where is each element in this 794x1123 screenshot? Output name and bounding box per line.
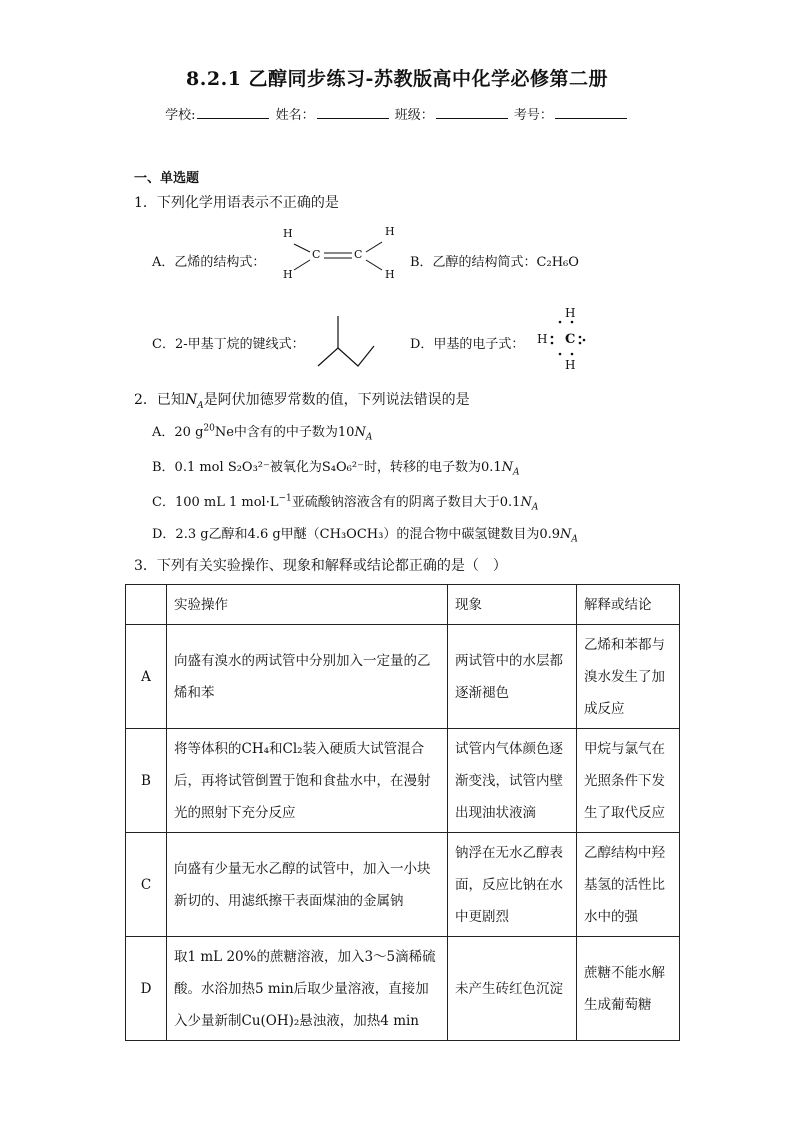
q2-b-pre: B．0.1 mol	[152, 460, 228, 475]
atom-c: C	[565, 332, 576, 347]
q2-stem	[134, 389, 470, 411]
table-header-phenomenon: 现象	[448, 585, 577, 625]
atom-h: H	[283, 227, 293, 240]
section-heading: 一、单选题	[134, 171, 200, 186]
q2-c-post: 亚硫酸钠溶液含有的阴离子数目大于0.1	[291, 495, 521, 510]
q2-b-post: 时，转移的电子数为0.1	[363, 460, 502, 475]
table-header-row	[126, 585, 680, 625]
q2-a-sup: 20	[203, 423, 215, 434]
atom-h: H	[385, 268, 395, 281]
q2-a-pre: A．20 g	[152, 425, 204, 440]
atom-c: C	[354, 248, 363, 261]
phenomenon-cell: 两试管中的水层都逐渐褪色	[448, 625, 577, 729]
tetrathionate-ion: S₄O₆²⁻	[321, 460, 364, 475]
class-label: 班级：	[394, 108, 434, 123]
q1-option-d: D．甲基的电子式：	[410, 337, 525, 352]
avogadro-sub: A	[197, 400, 204, 411]
row-label: C	[126, 833, 167, 937]
table-header-operation: 实验操作	[167, 585, 448, 625]
avogadro-symbol: N	[520, 495, 532, 510]
row-label: A	[126, 625, 167, 729]
table-row	[126, 937, 680, 1041]
row-label: D	[126, 937, 167, 1041]
q2-option-c	[152, 491, 538, 513]
conclusion-cell: 乙醇结构中羟基氢的活性比水中的强	[577, 833, 680, 937]
avogadro-sub: A	[365, 432, 373, 443]
atom-h: H	[283, 268, 293, 281]
avogadro-sub: A	[531, 502, 539, 513]
avogadro-sub: A	[571, 534, 578, 545]
phenomenon-cell: 试管内气体颜色逐渐变浅，试管内壁出现油状液滴	[448, 729, 577, 833]
atom-h: H	[537, 332, 548, 346]
q2-option-a	[152, 421, 372, 443]
experiment-table	[125, 584, 680, 1041]
operation-cell: 取1 mL 20%的蔗糖溶液，加入3～5滴稀硫酸。水浴加热5 min后取少量溶液，直接加入少量新制Cu(OH)₂悬浊液，加热4 min	[167, 937, 448, 1041]
avogadro-symbol: N	[184, 392, 198, 408]
q3-stem: 3．下列有关实验操作、现象和解释或结论都正确的是（ ）	[134, 558, 507, 574]
operation-cell: 向盛有少量无水乙醇的试管中，加入一小块新切的、用滤纸擦干表面煤油的金属钠	[167, 833, 448, 937]
q2-c-pre: C．100 mL 1 mol·L	[152, 495, 279, 510]
school-label: 学校:	[165, 108, 196, 123]
q1-option-c: C．2-甲基丁烷的键线式：	[152, 337, 305, 352]
avogadro-symbol: N	[354, 425, 366, 440]
q2-a-post: Ne中含有的中子数为10	[214, 425, 355, 440]
table-row	[126, 625, 680, 729]
electron-dots	[548, 318, 588, 362]
student-info-line	[0, 104, 794, 123]
name-label: 姓名：	[275, 108, 315, 123]
phenomenon-cell: 未产生砖红色沉淀	[448, 937, 577, 1041]
avogadro-symbol: N	[560, 527, 572, 542]
conclusion-cell: 乙烯和苯都与溴水发生了加成反应	[577, 625, 680, 729]
thiosulfate-ion: S₂O₃²⁻	[227, 460, 270, 475]
q1-stem: 1．下列化学用语表示不正确的是	[134, 195, 339, 211]
operation-cell: 将等体积的CH₄和Cl₂装入硬质大试管混合后，再将试管倒置于饱和食盐水中，在漫射光的照射下充分反应	[167, 729, 448, 833]
q2-c-sup: −1	[278, 493, 292, 504]
operation-cell: 向盛有溴水的两试管中分别加入一定量的乙烯和苯	[167, 625, 448, 729]
atom-c: C	[312, 248, 321, 261]
avogadro-sub: A	[513, 467, 520, 478]
atom-h: H	[565, 358, 576, 372]
conclusion-cell: 甲烷与氯气在光照条件下发生了取代反应	[577, 729, 680, 833]
name-blank[interactable]	[317, 107, 389, 119]
q2-stem-pre: 2．已知	[134, 392, 185, 408]
atom-h: H	[385, 225, 395, 238]
q1-option-b: B．乙醇的结构简式：C₂H₆O	[410, 255, 579, 270]
q2-d-pre: D．2.3 g乙醇和4.6 g甲醚（CH₃OCH₃）的混合物中碳氢键数目为0.9	[152, 527, 561, 542]
table-row	[126, 729, 680, 833]
q2-option-d	[152, 523, 578, 545]
q1-option-a: A．乙烯的结构式：	[152, 255, 266, 270]
ethylene-bonds	[280, 228, 400, 286]
table-corner-cell	[126, 585, 167, 625]
methylbutane-skeletal	[312, 312, 378, 370]
class-blank[interactable]	[436, 107, 508, 119]
exam-no-blank[interactable]	[555, 107, 627, 119]
table-header-conclusion: 解释或结论	[577, 585, 680, 625]
q2-stem-post: 是阿伏加德罗常数的值，下列说法错误的是	[203, 392, 470, 408]
table-row	[126, 833, 680, 937]
page-title: 8.2.1 乙醇同步练习-苏教版高中化学必修第二册	[186, 68, 608, 90]
avogadro-symbol: N	[501, 460, 514, 475]
phenomenon-cell: 钠浮在无水乙醇表面，反应比钠在水中更剧烈	[448, 833, 577, 937]
atom-h: H	[565, 306, 576, 320]
q2-b-mid: 被氧化为	[269, 460, 322, 475]
conclusion-cell: 蔗糖不能水解生成葡萄糖	[577, 937, 680, 1041]
row-label: B	[126, 729, 167, 833]
q2-option-b	[152, 456, 520, 478]
exam-no-label: 考号：	[513, 108, 553, 123]
school-blank[interactable]	[197, 107, 269, 119]
